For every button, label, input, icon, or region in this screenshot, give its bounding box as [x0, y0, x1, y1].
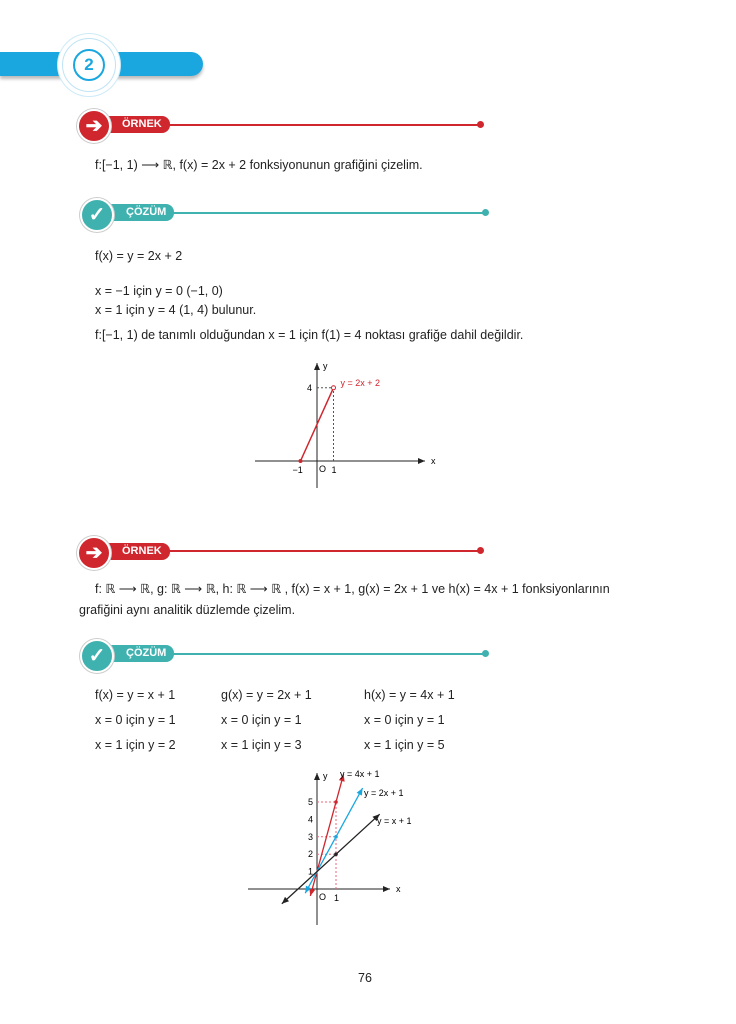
origin-label: O — [319, 464, 327, 474]
y-axis-label: y — [323, 771, 328, 781]
solution-line: f:[−1, 1) de tanımlı olduğundan x = 1 için f(1) = 4 noktası grafiğe dahil değildir. — [95, 328, 524, 342]
y-tick-label: 3 — [308, 831, 314, 842]
series-line — [282, 814, 380, 904]
solution-cell: x = 1 için y = 3 — [221, 738, 302, 752]
graph-1 — [240, 355, 440, 495]
divider-dot — [477, 547, 484, 554]
example-label: ÖRNEK — [92, 543, 170, 560]
open-point — [332, 386, 336, 390]
series-label: y = 4x + 1 — [340, 769, 380, 779]
series-label: y = 2x + 2 — [340, 377, 381, 388]
series-line — [305, 788, 362, 893]
graph-2 — [240, 765, 440, 930]
data-point — [334, 835, 338, 839]
x-axis-arrow-icon — [383, 886, 390, 892]
solution-cell: f(x) = y = x + 1 — [95, 688, 176, 702]
solution-divider — [170, 653, 485, 655]
solution-line: x = −1 için y = 0 (−1, 0) — [95, 284, 223, 298]
y-tick-label: 1 — [308, 866, 314, 877]
divider-dot — [482, 650, 489, 657]
solution-cell: x = 1 için y = 2 — [95, 738, 176, 752]
origin-label: O — [319, 892, 327, 902]
data-point — [334, 852, 338, 856]
solution-label: ÇÖZÜM — [96, 645, 174, 662]
example-problem: f: ℝ ⟶ ℝ, g: ℝ ⟶ ℝ, h: ℝ ⟶ ℝ , f(x) = x + 1, g(x) = 2x + 1 ve h(x) = 4x + 1 fonksiyonlarının — [95, 582, 610, 596]
closed-point — [299, 459, 303, 463]
x-axis-label: x — [396, 884, 401, 894]
chapter-number: 2 — [73, 49, 105, 81]
y-axis-arrow-icon — [314, 773, 320, 780]
solution-cell: x = 0 için y = 1 — [221, 713, 302, 727]
y-axis-label: y — [323, 361, 328, 371]
solution-divider — [170, 212, 485, 214]
solution-cell: x = 1 için y = 5 — [364, 738, 445, 752]
series-line — [310, 774, 343, 896]
example-problem: f:[−1, 1) ⟶ ℝ, f(x) = 2x + 2 fonksiyonunun grafiğini çizelim. — [95, 158, 423, 172]
solution-cell: x = 0 için y = 1 — [364, 713, 445, 727]
y-tick-label: 2 — [308, 849, 314, 860]
checkmark-icon: ✓ — [80, 198, 114, 232]
solution-label: ÇÖZÜM — [96, 204, 174, 221]
y-tick-label: 5 — [308, 797, 314, 807]
x-tick-label: 1 — [334, 893, 340, 903]
example-label: ÖRNEK — [92, 116, 170, 133]
x-axis-arrow-icon — [418, 458, 425, 464]
y-axis-arrow-icon — [314, 363, 320, 370]
y-tick-label: 4 — [307, 382, 313, 393]
divider-dot — [477, 121, 484, 128]
solution-cell: g(x) = y = 2x + 1 — [221, 688, 312, 702]
chapter-badge — [62, 38, 116, 92]
divider-dot — [482, 209, 489, 216]
example-divider — [160, 550, 480, 552]
page-number: 76 — [358, 971, 372, 985]
series-label: y = x + 1 — [377, 816, 412, 826]
x-tick-label: 1 — [331, 465, 337, 475]
x-tick-label: −1 — [292, 465, 303, 475]
data-point — [334, 800, 338, 804]
arrow-right-icon: ➔ — [77, 536, 111, 570]
solution-line: f(x) = y = 2x + 2 — [95, 249, 183, 263]
checkmark-icon: ✓ — [80, 639, 114, 673]
y-tick-label: 4 — [308, 814, 314, 825]
example-problem: grafiğini aynı analitik düzlemde çizelim. — [79, 603, 296, 617]
solution-cell: h(x) = y = 4x + 1 — [364, 688, 455, 702]
series-label: y = 2x + 1 — [364, 788, 404, 798]
example-divider — [160, 124, 480, 126]
solution-cell: x = 0 için y = 1 — [95, 713, 176, 727]
arrow-right-icon: ➔ — [77, 109, 111, 143]
x-axis-label: x — [431, 456, 436, 466]
solution-line: x = 1 için y = 4 (1, 4) bulunur. — [95, 303, 257, 317]
